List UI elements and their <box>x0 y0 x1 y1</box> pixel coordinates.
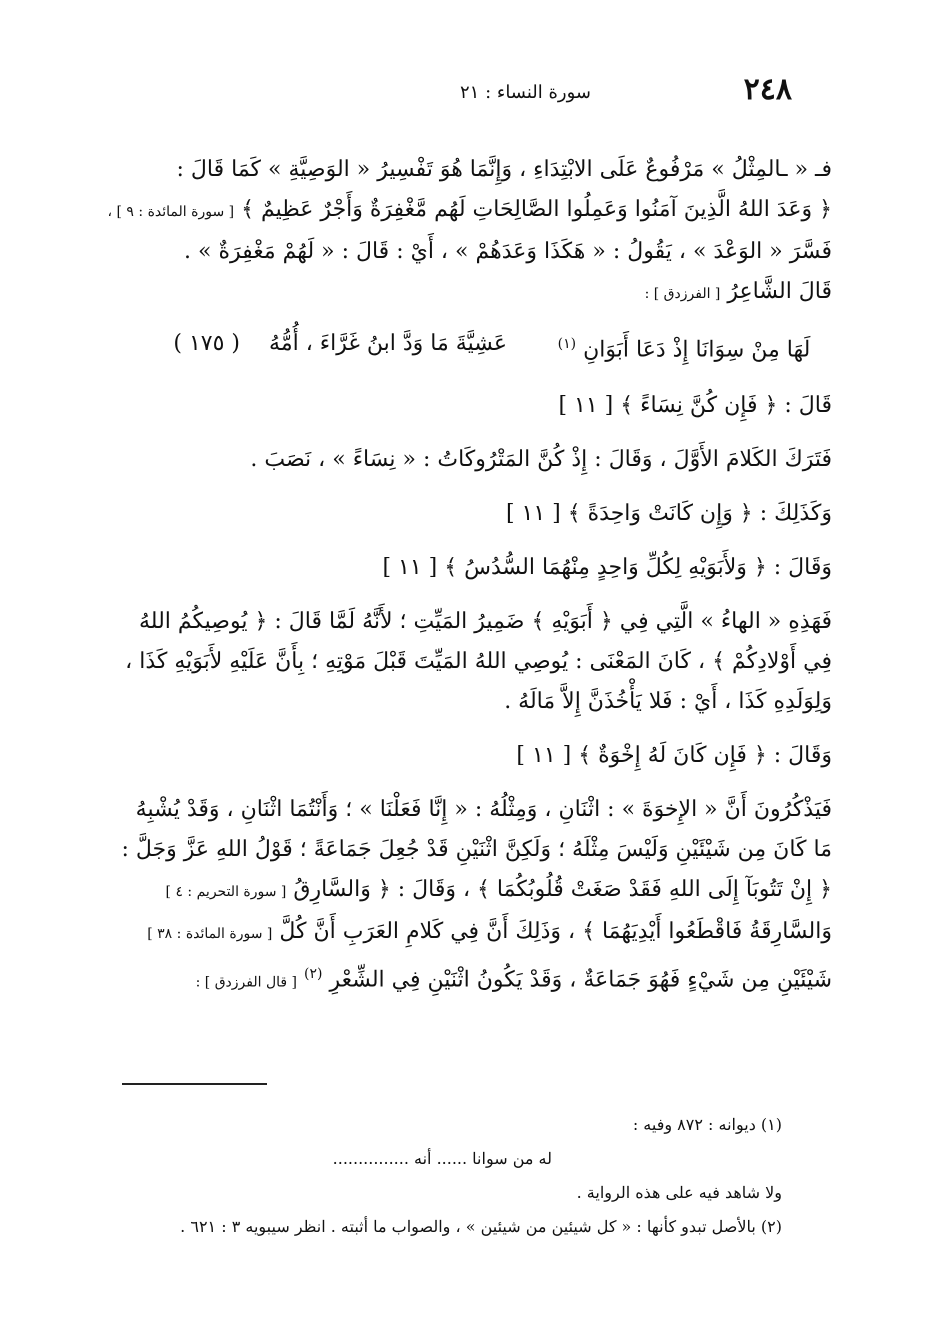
citation: [ سورة المائدة : ٩ ] ، <box>107 204 235 220</box>
main-text <box>107 150 832 1003</box>
verse-hemistich-2 <box>536 322 832 372</box>
body-line: فَهَذِهِ « الهاءُ » الَّتِي فِي ﴿ أَبَوَيْهِ ﴾ ضَمِيرُ المَيِّتِ ؛ لأَنَّهُ لَمَّا قَالَ : ﴿ يُوصِيكُمُ اللهُ <box>138 609 832 635</box>
footnote-1-variant: له من سوانا ...... أنه ............... <box>332 1149 552 1168</box>
footnote-ref: (٢) <box>304 966 323 983</box>
footnote-ref: (١) <box>557 336 577 352</box>
citation: [ سورة التحريم : ٤ ] <box>165 884 287 901</box>
poet-intro: قَالَ الشَّاعِرُ <box>727 279 832 304</box>
page-number: ٢٤٨ <box>743 72 792 107</box>
body-line: وَقَالَ : ﴿ وَلأَبَوَيْهِ لِكُلِّ وَاحِدٍ مِنْهُمَا السُّدُسُ ﴾ [ ١١ ] <box>382 555 832 581</box>
body-line: فـ « ـالمِثْلُ » مَرْفُوعٌ عَلَى الابْتِدَاءِ ، وَإِنَّمَا هُوَ تَفْسِيرُ « الوَصِيَّةِ » كَمَا قَالَ : <box>176 157 832 182</box>
body-text: شَيْئَيْنِ مِن شَيْءٍ فَهُوَ جَمَاعَةٌ ، وَقَدْ يَكُونُ اثْنَيْنِ فِي الشِّعْرِ <box>329 967 832 993</box>
quran-quote: ﴿ إِنْ تَتُوبَآ إِلَى اللهِ فَقَدْ صَغَتْ قُلُوبُكُمَا ﴾ ، وَقَالَ : ﴿ وَالسَّارِقُ <box>293 877 832 903</box>
poet-intro-line <box>130 272 832 314</box>
running-title: سورة النساء : ٢١ <box>460 82 591 103</box>
body-line <box>130 912 832 954</box>
footnote-2: (٢) بالأصل تبدو كأنها : « كل شيئين من شيئين » ، والصواب ما أثبته . انظر سيبويه ٣ : ٦٢١ . <box>180 1217 782 1236</box>
verse-hemistich-1: عَشِيَّةَ مَا وَدَّ ابنُ غَرَّاءَ ، أُمُّهُ <box>269 331 507 356</box>
page-header <box>160 72 792 112</box>
body-line: فِي أَوْلادِكُمْ ﴾ ، كَانَ المَعْنَى : يُوصِي اللهُ المَيِّتَ قَبْلَ مَوْتِهِ ؛ بِأَنَّ عَلَيْهِ لأَبَوَيْهِ كَذَا ، <box>125 649 832 675</box>
body-line: وَقَالَ : ﴿ فَإِن كَانَ لَهُ إِخْوَةٌ ﴾ [ ١١ ] <box>516 743 832 769</box>
body-line: قَالَ : ﴿ فَإِن كُنَّ نِسَاءً ﴾ [ ١١ ] <box>558 393 832 419</box>
footnotes <box>130 1108 782 1244</box>
verse-number: ( ١٧٥ ) <box>173 331 240 356</box>
citation: [ سورة المائدة : ٣٨ ] <box>147 926 273 943</box>
body-line <box>130 870 832 912</box>
body-line: فَسَّرَ « الوَعْدَ » ، يَقُولُ : « هَكَذَا وَعَدَهُمْ » ، أَيْ : قَالَ : « لَهُمْ مَغْفِرَةٌ » . <box>184 239 832 264</box>
quran-quote: ﴿ وَعَدَ اللهُ الَّذِينَ آمَنُوا وَعَمِلُوا الصَّالِحَاتِ لَهُم مَّغْفِرَةٌ وَأَجْرٌ عَظِيمٌ ﴾ <box>241 197 832 222</box>
body-line: وَكَذَلِكَ : ﴿ وَإِن كَانَتْ وَاحِدَةً ﴾ [ ١١ ] <box>505 501 832 527</box>
hemistich-text: لَهَا مِنْ سِوَانَا إِذْ دَعَا أَبَوَانِ <box>583 337 811 363</box>
citation: [ قال الفرزدق ] : <box>195 974 297 991</box>
body-line <box>130 954 832 1002</box>
footnote-divider <box>122 1083 267 1085</box>
footnote-1-note: ولا شاهد فيه على هذه الرواية . <box>576 1183 782 1202</box>
body-line <box>107 190 832 232</box>
body-line: مَا كَانَ مِن شَيْئَيْنِ وَلَيْسَ مِثْلَهُ ؛ وَلَكِنَّ اثْنَيْنِ قَدْ جُعِلَ جَمَاعَةً ؛ قَوْلُ اللهِ عَزَّ وَجَلَّ : <box>121 837 832 863</box>
poet-name: [ الفرزدق ] : <box>644 286 721 302</box>
poetry-verse <box>130 322 832 372</box>
footnote-1: (١) ديوانه : ٨٧٢ وفيه : <box>632 1115 782 1134</box>
body-line: فَتَرَكَ الكَلامَ الأَوَّلَ ، وَقَالَ : إِذْ كُنَّ المَتْرُوكَاتُ : « نِسَاءً » ، نَصَبَ . <box>250 447 832 473</box>
quran-quote: وَالسَّارِقَةُ فَاقْطَعُوا أَيْدِيَهُمَا ﴾ ، وَذَلِكَ أَنَّ فِي كَلامِ العَرَبِ أَنَّ كُلَّ <box>279 919 832 945</box>
body-line: فَيَذْكُرُونَ أَنَّ « الإِخوَةَ » : اثْنَانِ ، وَمِثْلُهُ : « إِنَّا فَعَلْنَا » ؛ وَأَنْتُمَا اثْنَانِ ، وَقَدْ يُشْبِهُ <box>135 797 832 823</box>
body-line: وَلِوَلَدِهِ كَذَا ، أَيْ : فَلا يَأْخُذَنَّ إِلاَّ مَالَهُ . <box>504 689 832 715</box>
